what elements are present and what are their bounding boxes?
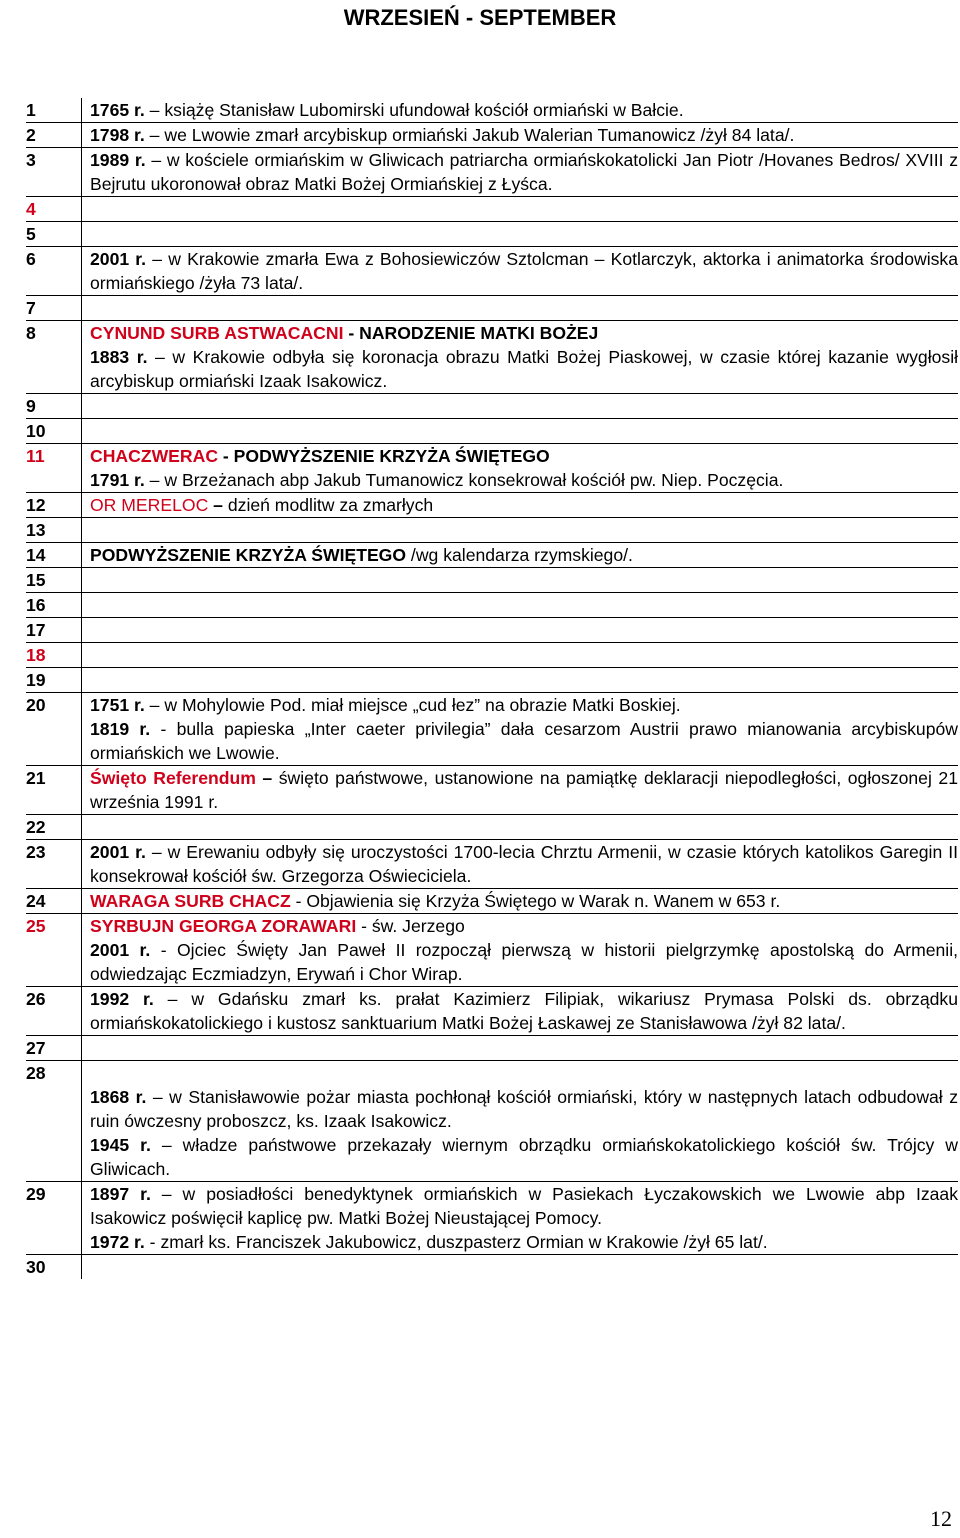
entry-text: bulla papieska „Inter caeter privilegia” dała cesarzom Austrii prawo mianowania arcybiskupów ormiańskich we Lwowie. — [90, 719, 958, 763]
day-content — [82, 296, 959, 321]
day-content — [82, 518, 959, 543]
history-entry — [90, 1085, 958, 1133]
calendar-row — [26, 889, 958, 914]
calendar-row — [26, 815, 958, 840]
day-number: 22 — [26, 815, 82, 840]
day-content — [82, 419, 959, 444]
feast-name-armenian: WARAGA SURB CHACZ — [90, 891, 291, 911]
entry-text: w Brzeżanach abp Jakub Tumanowicz konsekrował kościół pw. Niep. Poczęcia. — [164, 470, 784, 490]
day-number: 26 — [26, 987, 82, 1036]
entry-year: 1791 r. — [90, 470, 145, 490]
feast-line — [90, 889, 958, 913]
entry-year: 1989 r. — [90, 150, 146, 170]
calendar-row — [26, 444, 958, 493]
feast-name-armenian: CHACZWERAC — [90, 446, 219, 466]
day-number: 30 — [26, 1257, 46, 1277]
day-content — [82, 1182, 959, 1255]
separator: – — [144, 100, 165, 120]
entry-year: 1751 r. — [90, 695, 145, 715]
history-entry — [90, 987, 958, 1035]
separator: – — [145, 842, 168, 862]
day-content — [82, 766, 959, 815]
page-number: 12 — [930, 1506, 952, 1531]
entry-text: we Lwowie zmarł arcybiskup ormiański Jakub Walerian Tumanowicz /żył 84 lata/. — [164, 125, 795, 145]
blank-line — [90, 1061, 958, 1085]
day-number: 17 — [26, 618, 82, 643]
entry-year: 1798 r. — [90, 125, 145, 145]
day-content — [82, 643, 959, 668]
history-entry — [90, 123, 958, 147]
day-number: 4 — [26, 197, 82, 222]
day-content — [82, 1255, 959, 1280]
entry-text: w Krakowie odbyła się koronacja obrazu Matki Bożej Piaskowej, w czasie której kazanie wygłosił arcybiskup ormiański Izaak Isakowicz. — [90, 347, 959, 391]
calendar-row — [26, 222, 958, 247]
calendar-row — [26, 914, 958, 987]
day-number: 3 — [26, 148, 82, 197]
calendar-body — [26, 98, 958, 1279]
separator: - — [290, 891, 307, 911]
history-entry — [90, 1182, 958, 1230]
separator: - — [356, 916, 372, 936]
day-content — [82, 840, 959, 889]
entry-text: w Stanisławowie pożar miasta pochłonął kościół ormiański, który w następnych latach odbudował z ruin ówczesny proboszcz, ks. Izaak Isakowicz. — [90, 1087, 958, 1131]
entry-year: 1819 r. — [90, 719, 151, 739]
calendar-row — [26, 1255, 958, 1280]
separator: – — [144, 125, 165, 145]
day-number: 5 — [26, 222, 82, 247]
day-number: 27 — [26, 1036, 82, 1061]
entry-year: 2001 r. — [90, 249, 147, 269]
calendar-row — [26, 543, 958, 568]
day-content — [82, 668, 959, 693]
calendar-row — [26, 618, 958, 643]
day-content — [82, 394, 959, 419]
history-entry — [90, 693, 958, 717]
history-entry — [90, 938, 958, 986]
day-content — [82, 889, 959, 914]
entry-year: 1883 r. — [90, 347, 148, 367]
feast-name-armenian: OR MERELOC — [90, 495, 209, 515]
feast-name-polish: NARODZENIE MATKI BOŻEJ — [359, 323, 599, 343]
day-number: 24 — [26, 889, 82, 914]
history-entry — [90, 98, 958, 122]
day-number: 12 — [26, 493, 82, 518]
separator: – — [150, 1135, 183, 1155]
separator: – — [153, 989, 192, 1009]
calendar-table — [26, 98, 958, 1279]
separator: - — [144, 1232, 161, 1252]
feast-line — [90, 493, 958, 517]
day-number: 2 — [26, 123, 82, 148]
day-content — [82, 693, 959, 766]
separator: - — [150, 719, 177, 739]
feast-heading — [90, 444, 958, 468]
calendar-row — [26, 766, 958, 815]
calendar-row — [26, 518, 958, 543]
day-content — [82, 1036, 959, 1061]
calendar-row — [26, 1182, 958, 1255]
day-number: 8 — [26, 321, 82, 394]
calendar-row — [26, 568, 958, 593]
separator: – — [150, 1184, 183, 1204]
entry-text: książę Stanisław Lubomirski ufundował kościół ormiański w Bałcie. — [164, 100, 684, 120]
history-entry — [90, 840, 958, 888]
history-entry — [90, 1230, 958, 1254]
separator: – — [146, 1087, 170, 1107]
calendar-row — [26, 296, 958, 321]
entry-text: w Krakowie zmarła Ewa z Bohosiewiczów Sztolcman – Kotlarczyk, aktorka i animatorka środowiska ormiańskiego /żyła 73 lata/. — [90, 249, 958, 293]
entry-year: 1972 r. — [90, 1232, 145, 1252]
day-content — [82, 321, 959, 394]
day-content — [82, 593, 959, 618]
day-content — [82, 493, 959, 518]
separator: – — [147, 347, 173, 367]
day-number: 25 — [26, 914, 82, 987]
separator: – — [146, 249, 169, 269]
day-number: 1 — [26, 98, 82, 123]
feast-line — [90, 766, 958, 814]
entry-text: Ojciec Święty Jan Paweł II rozpoczął pierwszą w historii pielgrzymkę apostolską do Armenii, odwiedzając Eczmiadzyn, Erywań i Chor Wirap. — [90, 940, 959, 984]
entry-year: 2001 r. — [90, 940, 151, 960]
day-number: 16 — [26, 593, 82, 618]
separator: - — [343, 323, 360, 343]
calendar-row — [26, 123, 958, 148]
feast-name-polish: PODWYŻSZENIE KRZYŻA ŚWIĘTEGO — [90, 545, 407, 565]
day-content — [82, 123, 959, 148]
day-content — [82, 543, 959, 568]
history-entry — [90, 1133, 958, 1181]
calendar-row — [26, 321, 958, 394]
day-content — [82, 222, 959, 247]
calendar-row — [26, 643, 958, 668]
day-number: 9 — [26, 394, 82, 419]
calendar-row — [26, 1061, 958, 1182]
day-number: 10 — [26, 419, 82, 444]
entry-text: w Erewaniu odbyły się uroczystości 1700-lecia Chrztu Armenii, w czasie których katolikos Garegin II konsekrował kościół św. Grzegorza Oświeciciela. — [90, 842, 958, 886]
day-number: 28 — [26, 1061, 82, 1182]
entry-year: 1992 r. — [90, 989, 154, 1009]
day-content — [82, 914, 959, 987]
separator: – — [145, 150, 167, 170]
day-content — [82, 618, 959, 643]
day-content — [82, 247, 959, 296]
day-number: 15 — [26, 568, 82, 593]
calendar-row — [26, 419, 958, 444]
day-content — [82, 1061, 959, 1182]
separator: – — [144, 470, 165, 490]
day-number: 13 — [26, 518, 82, 543]
entry-text: zmarł ks. Franciszek Jakubowicz, duszpasterz Ormian w Krakowie /żył 65 lat/. — [160, 1232, 768, 1252]
entry-text: w Gdańsku zmarł ks. prałat Kazimierz Filipiak, wikariusz Prymasa Polski ds. obrządku ormiańskokatolickiego i kustosz sanktuarium Matki Bożej Łaskawej ze Stanisławowa /żył 82 lata/. — [90, 989, 958, 1033]
calendar-row — [26, 394, 958, 419]
day-number: 6 — [26, 247, 82, 296]
feast-description: dzień modlitw za zmarłych — [227, 495, 434, 515]
entry-text: w posiadłości benedyktynek ormiańskich w Pasiekach Łyczakowskich we Lwowie abp Izaak Isakowicz poświęcił kaplicę pw. Matki Bożej Nieustającej Pomocy. — [90, 1184, 959, 1228]
day-number: 23 — [26, 840, 82, 889]
feast-name-armenian: CYNUND SURB ASTWACACNI — [90, 323, 344, 343]
calendar-row — [26, 987, 958, 1036]
day-number: 29 — [26, 1182, 82, 1255]
separator: - — [150, 940, 177, 960]
entry-year: 1945 r. — [90, 1135, 151, 1155]
feast-description: Objawienia się Krzyża Świętego w Warak n. Wanem w 653 r. — [306, 891, 781, 911]
history-entry — [90, 247, 958, 295]
feast-heading — [90, 321, 958, 345]
entry-text: w Mohylowie Pod. miał miejsce „cud łez” na obrazie Matki Boskiej. — [164, 695, 681, 715]
entry-text: władze państwowe przekazały wiernym obrządku ormiańskokatolickiego kościół św. Trójcy w Gliwicach. — [90, 1135, 959, 1179]
holiday-description: święto państwowe, ustanowione na pamiątkę deklaracji niepodległości, ogłoszonej 21 września 1991 r. — [90, 768, 958, 812]
page-title: WRZESIEŃ - SEPTEMBER — [343, 5, 617, 30]
calendar-row — [26, 840, 958, 889]
separator: – — [208, 495, 228, 515]
feast-description: /wg kalendarza rzymskiego/. — [406, 545, 633, 565]
separator: – — [255, 768, 279, 788]
separator: – — [144, 695, 165, 715]
feast-name-polish: PODWYŻSZENIE KRZYŻA ŚWIĘTEGO — [233, 446, 550, 466]
day-content — [82, 815, 959, 840]
calendar-row — [26, 493, 958, 518]
day-content — [82, 148, 959, 197]
history-entry — [90, 468, 958, 492]
day-content — [82, 444, 959, 493]
calendar-row — [26, 1036, 958, 1061]
calendar-row — [26, 693, 958, 766]
separator: - — [218, 446, 234, 466]
day-number: 21 — [26, 766, 82, 815]
day-content — [82, 987, 959, 1036]
day-number: 18 — [26, 643, 82, 668]
feast-line — [90, 543, 958, 567]
calendar-row — [26, 247, 958, 296]
day-number: 20 — [26, 693, 82, 766]
entry-year: 1765 r. — [90, 100, 145, 120]
day-number: 7 — [26, 296, 82, 321]
history-entry — [90, 148, 958, 196]
feast-name-armenian: SYRBUJN GEORGA ZORAWARI — [90, 916, 357, 936]
day-content — [82, 197, 959, 222]
day-content — [82, 568, 959, 593]
history-entry — [90, 717, 958, 765]
calendar-row — [26, 98, 958, 123]
calendar-row — [26, 668, 958, 693]
holiday-name: Święto Referendum — [90, 768, 256, 788]
calendar-row — [26, 148, 958, 197]
history-entry — [90, 345, 958, 393]
entry-year: 2001 r. — [90, 842, 146, 862]
feast-heading — [90, 914, 958, 938]
calendar-row — [26, 197, 958, 222]
entry-year: 1868 r. — [90, 1087, 147, 1107]
day-number: 19 — [26, 668, 82, 693]
day-content — [82, 98, 959, 123]
calendar-row — [26, 593, 958, 618]
feast-name-polish: św. Jerzego — [371, 916, 465, 936]
entry-text: w kościele ormiańskim w Gliwicach patriarcha ormiańskokatolicki Jan Piotr /Hovanes Bedros/ XVIII z Bejrutu ukoronował obraz Matki Bożej Ormiańskiej z Łyśca. — [90, 150, 959, 194]
day-number: 14 — [26, 543, 82, 568]
entry-year: 1897 r. — [90, 1184, 151, 1204]
day-number: 11 — [26, 444, 82, 493]
